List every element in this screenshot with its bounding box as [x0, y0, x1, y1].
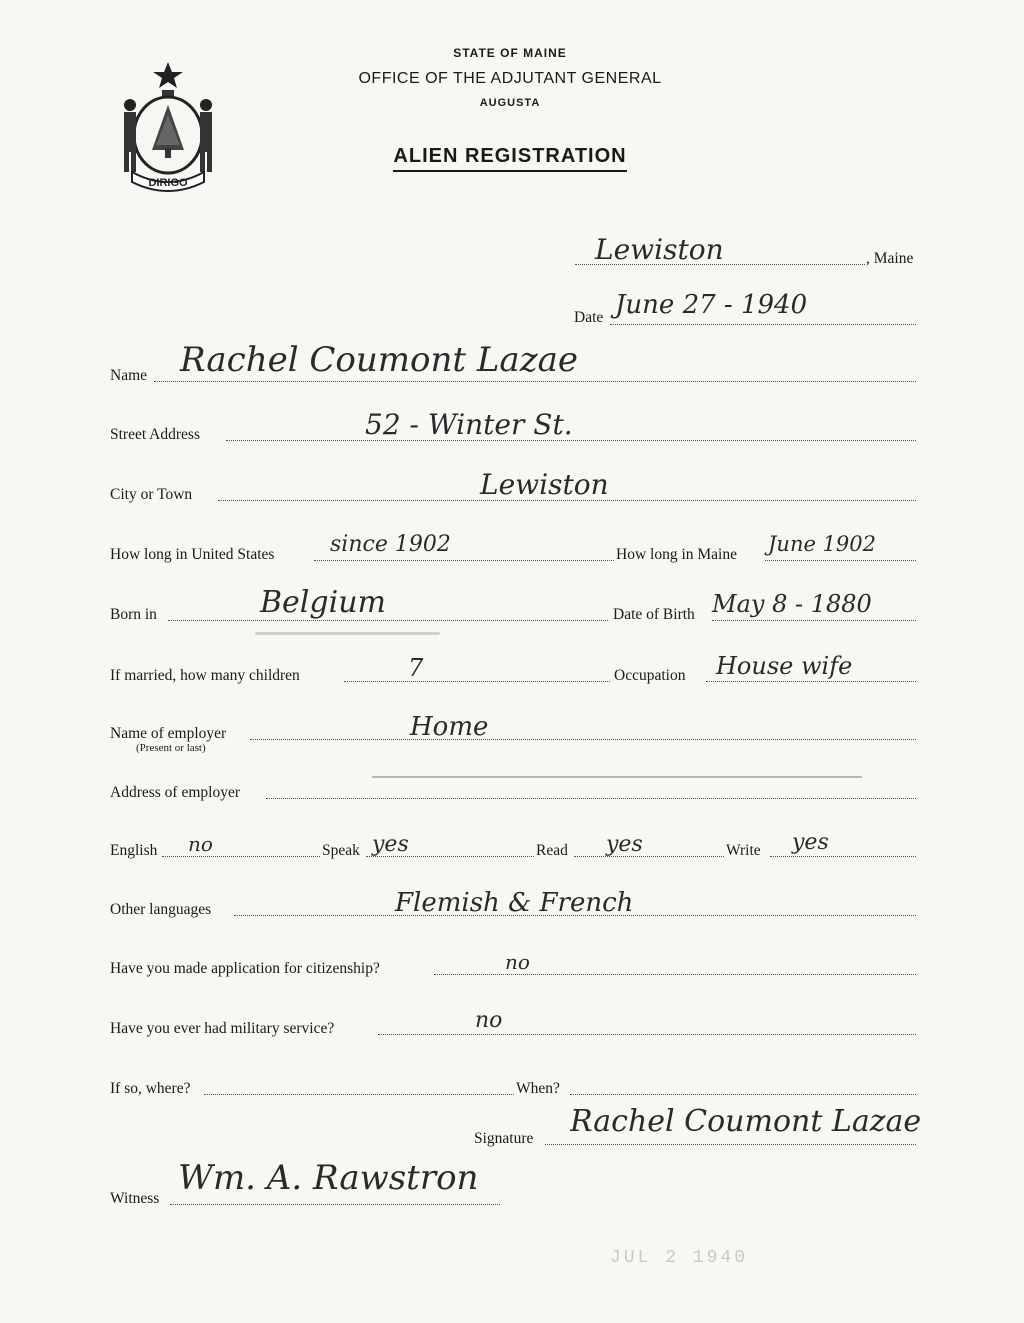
- children-label: If married, how many children: [110, 667, 300, 684]
- read-entry: yes: [606, 832, 643, 857]
- born-in-label: Born in: [110, 606, 157, 623]
- write-entry: yes: [792, 830, 829, 855]
- street-label: Street Address: [110, 426, 200, 443]
- how-long-us-line: [314, 560, 614, 561]
- children-entry: 7: [408, 654, 424, 682]
- how-long-us-entry: since 1902: [330, 532, 451, 557]
- seal-motto: DIRIGO: [148, 177, 188, 189]
- born-in-entry: Belgium: [260, 585, 386, 620]
- dob-entry: May 8 - 1880: [712, 590, 872, 618]
- military-line: [378, 1034, 916, 1035]
- other-lang-entry: Flemish & French: [395, 888, 634, 918]
- place-entry: Lewiston: [595, 233, 724, 266]
- dob-label: Date of Birth: [613, 606, 695, 623]
- occupation-line: [706, 681, 916, 682]
- employer-sub-label: (Present or last): [136, 742, 206, 754]
- write-line: [770, 856, 916, 857]
- how-long-us-label: How long in United States: [110, 546, 275, 563]
- english-line: [162, 856, 320, 857]
- signature-label: Signature: [474, 1130, 534, 1147]
- born-in-line: [168, 620, 608, 621]
- write-label: Write: [726, 842, 761, 859]
- citizenship-entry: no: [505, 950, 530, 974]
- other-lang-label: Other languages: [110, 901, 212, 918]
- occupation-entry: House wife: [716, 652, 853, 680]
- city-entry: Lewiston: [480, 468, 609, 501]
- employer-address-line: [266, 798, 916, 799]
- where-label: If so, where?: [110, 1080, 191, 1097]
- dob-line: [712, 620, 916, 621]
- when-line: [570, 1094, 916, 1095]
- speak-entry: yes: [372, 832, 409, 857]
- occupation-label: Occupation: [614, 667, 686, 684]
- citizenship-line: [434, 974, 916, 975]
- ink-smudge: [255, 632, 440, 635]
- header-city: AUGUSTA: [479, 97, 541, 109]
- military-entry: no: [475, 1008, 503, 1033]
- city-label: City or Town: [110, 486, 193, 503]
- read-line: [574, 856, 724, 857]
- military-label: Have you ever had military service?: [110, 1020, 335, 1037]
- witness-entry: Wm. A. Rawstron: [178, 1158, 479, 1198]
- how-long-maine-line: [765, 560, 916, 561]
- read-label: Read: [536, 842, 568, 859]
- maine-state-seal: [112, 60, 224, 192]
- header-state: STATE OF MAINE: [453, 46, 567, 60]
- employer-label: Name of employer: [110, 725, 227, 742]
- employer-line: [250, 739, 916, 740]
- children-line: [344, 681, 610, 682]
- witness-line: [170, 1204, 500, 1205]
- received-stamp: JUL 2 1940: [610, 1248, 749, 1268]
- street-entry: 52 - Winter St.: [365, 408, 573, 441]
- english-entry: no: [188, 832, 213, 856]
- speak-label: Speak: [322, 842, 360, 859]
- citizenship-label: Have you made application for citizenship?: [110, 960, 380, 977]
- date-line: [610, 324, 916, 325]
- employer-address-label: Address of employer: [110, 784, 240, 801]
- name-label: Name: [110, 367, 148, 384]
- form-title-text: ALIEN REGISTRATION: [393, 145, 626, 172]
- name-line: [154, 381, 916, 382]
- dash-stroke: [372, 776, 862, 778]
- date-label: Date: [574, 309, 604, 326]
- date-entry: June 27 - 1940: [615, 290, 808, 320]
- form-title: [330, 145, 690, 168]
- header-office: OFFICE OF THE ADJUTANT GENERAL: [358, 70, 662, 87]
- place-suffix: , Maine: [866, 250, 914, 267]
- how-long-maine-entry: June 1902: [768, 532, 877, 556]
- witness-label: Witness: [110, 1190, 160, 1207]
- english-label: English: [110, 842, 158, 859]
- where-line: [204, 1094, 514, 1095]
- when-label: When?: [516, 1080, 560, 1097]
- signature-entry: Rachel Coumont Lazae: [570, 1104, 922, 1139]
- signature-line: [545, 1144, 916, 1145]
- name-entry: Rachel Coumont Lazae: [180, 340, 579, 380]
- how-long-maine-label: How long in Maine: [616, 546, 737, 563]
- employer-entry: Home: [410, 712, 489, 742]
